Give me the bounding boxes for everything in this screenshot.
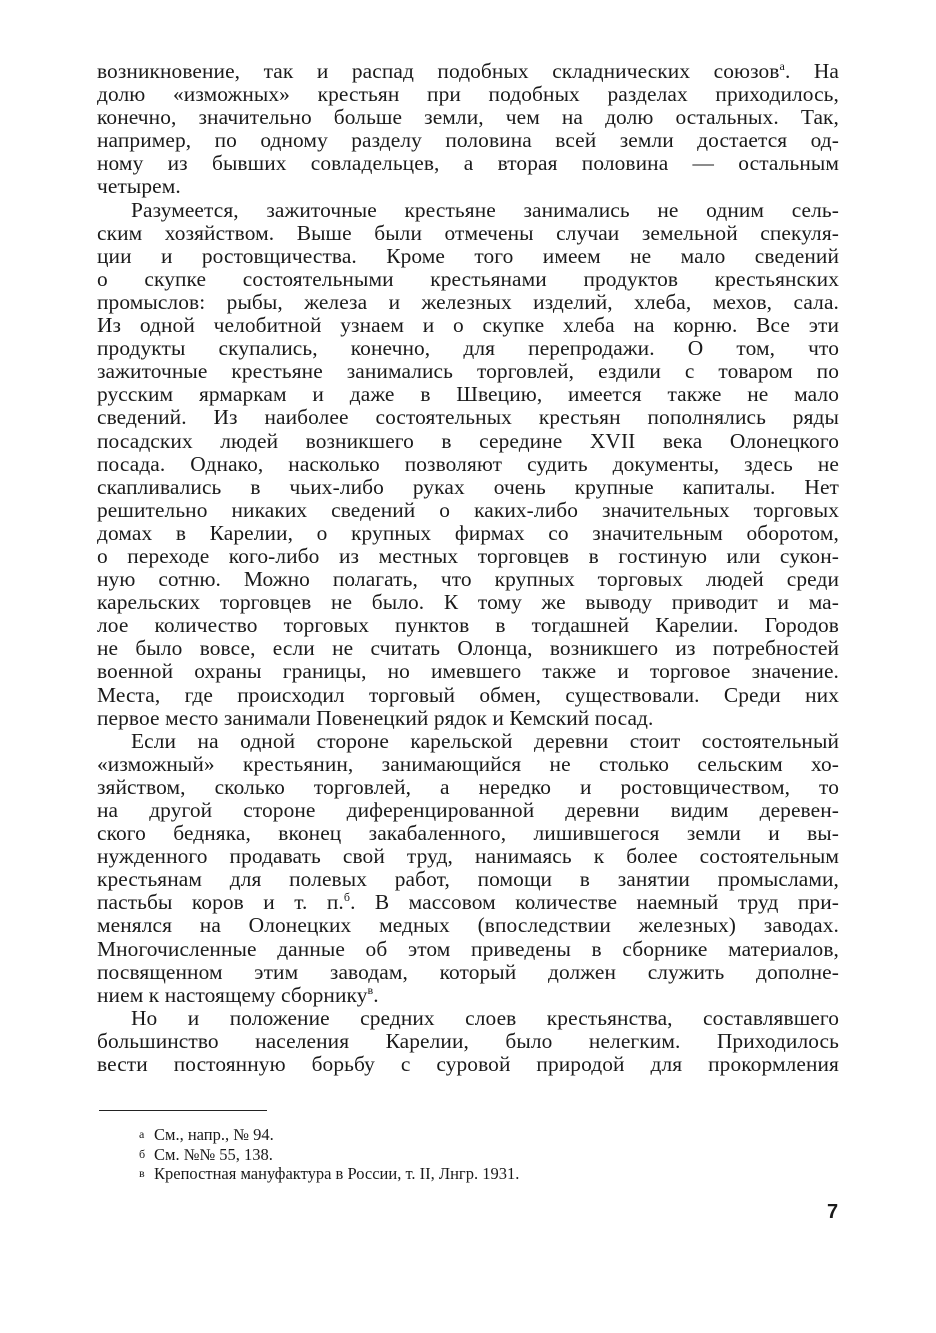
text-line: решительно никаких сведений о каких-либо значительных торговых [97, 497, 839, 522]
text-line: возникновение, так и распад подобных складнических союзов$^а$. На [97, 59, 839, 83]
footnote-text: Крепостная мануфактура в России, т. II, Лнгр. 1931. [154, 1164, 520, 1183]
text-line: зажиточные крестьяне занимались торговлей, ездили с товаром по [97, 359, 839, 384]
text-line: русским ярмаркам и даже в Швецию, имеется также не мало [97, 382, 839, 407]
text-line: посвященном этим заводам, который должен служить дополне- [97, 959, 839, 984]
footnote-v [139, 1164, 839, 1184]
text-line: крестьянам для полевых работ, помощи в занятии промыслами, [97, 867, 839, 892]
footnote-text: См. №№ 55, 138. [154, 1144, 273, 1164]
text-line: ную сотню. Можно полагать, что крупных торговых людей среди [97, 567, 839, 592]
footnote-ref-v[interactable]: в [367, 982, 374, 997]
text-line: ному из бывших совладельцев, а вторая половина — остальным [97, 151, 839, 176]
text-line: долю «изможных» крестьян при подобных разделах приходилось, [97, 82, 839, 107]
text-line: первое место занимали Повенецкий рядок и Кемский посад. [97, 705, 654, 730]
page-number: 7 [827, 1201, 839, 1223]
text-line: зяйством, сколько торговлей, а нередко и ростовщичеством, то [97, 774, 839, 799]
footnote-separator [99, 1110, 267, 1111]
footnote-a [139, 1125, 839, 1145]
text-line: лое количество торговых пунктов в тогдашней Карелии. Городов [97, 613, 839, 638]
text-line: посада. Однако, насколько позволяют судить документы, здесь не [97, 451, 839, 476]
text-line: промыслов: рыбы, железа и железных изделий, хлеба, мехов, сала. [97, 289, 839, 314]
text-line: продукты скупались, конечно, для перепродажи. О том, что [97, 336, 839, 361]
text-line: Разумеется, зажиточные крестьяне занимались не одним сель- [131, 197, 839, 222]
text-line: ского бедняка, вконец закабаленного, лишившегося земли и вы- [97, 821, 839, 846]
text-line: конечно, значительно больше земли, чем на долю остальных. Так, [97, 105, 839, 130]
text-line: Многочисленные данные об этом приведены в сборнике материалов, [97, 936, 839, 961]
footnote-mark: а [139, 1127, 145, 1141]
text-line: о переходе кого-либо из местных торговцев в гостиную или сукон- [97, 543, 839, 568]
text-line: пастьбы коров и т. п.$^б$. В массовом количестве наемный труд при- [97, 890, 839, 915]
text-line: военной охраны границы, но имевшего также и торговое значение. [97, 659, 839, 684]
text-line: скапливались в чьих-либо руках очень крупные капиталы. Нет [97, 474, 839, 499]
text-line: вести постоянную борьбу с суровой природой для прокормления [97, 1052, 839, 1077]
text-line: сведений. Из наиболее состоятельных крестьян пополнялись ряды [97, 405, 839, 430]
text-line: нужденного продавать свой труд, нанимаясь к более состоятельным [97, 844, 839, 869]
text-line: ции и ростовщичества. Кроме того имеем не мало сведений [97, 243, 839, 268]
paragraph-3 [97, 730, 839, 1007]
footnote-ref-a[interactable]: а [779, 59, 785, 73]
text-line: нием к настоящему сборнику$^в$. [97, 982, 379, 1007]
text-line: Если на одной стороне карельской деревни стоит состоятельный [131, 728, 839, 753]
text-line: большинство населения Карелии, было нелегким. Приходилось [97, 1028, 839, 1053]
text-line: четырем. [97, 174, 181, 199]
text-line: ским хозяйством. Выше были отмечены случаи земельной спекуля- [97, 220, 839, 245]
text-line: о скупке состоятельными крестьянами продуктов крестьянских [97, 266, 839, 291]
footnote-ref-b[interactable]: б [343, 890, 351, 905]
text-line: карельских торговцев не было. К тому же выводу приводит и ма- [97, 590, 839, 615]
main-text [97, 60, 839, 1076]
text-line: например, по одному разделу половина всей земли достается од- [97, 128, 839, 153]
footnote-text: См., напр., № 94. [154, 1125, 274, 1144]
paragraph-4 [97, 1007, 839, 1076]
paragraph-1 [97, 60, 839, 199]
text-line: посадских людей возникшего в середине XVII века Олонецкого [97, 428, 839, 453]
text-line: не было вовсе, если не считать Олонца, возникшего из потребностей [97, 636, 839, 661]
text-line: Из одной челобитной узнаем и о скупке хлеба на корню. Все эти [97, 313, 839, 338]
text-line: домах в Карелии, о крупных фирмах со значительным оборотом, [97, 520, 839, 545]
text-line: Места, где происходил торговый обмен, существовали. Среди них [97, 682, 839, 707]
footnote-mark: б [139, 1146, 146, 1161]
footnote-mark: в [139, 1166, 145, 1180]
text-line: «изможный» крестьянин, занимающийся не столько сельским хо- [97, 751, 839, 776]
footnotes [139, 1125, 839, 1184]
paragraph-2 [97, 199, 839, 730]
footnote-b [139, 1145, 839, 1165]
text-line: менялся на Олонецких медных (впоследствии железных) заводах. [97, 913, 839, 938]
text-line: на другой стороне диференцированной деревни видим деревен- [97, 798, 839, 822]
text-line: Но и положение средних слоев крестьянства, составлявшего [131, 1005, 839, 1030]
